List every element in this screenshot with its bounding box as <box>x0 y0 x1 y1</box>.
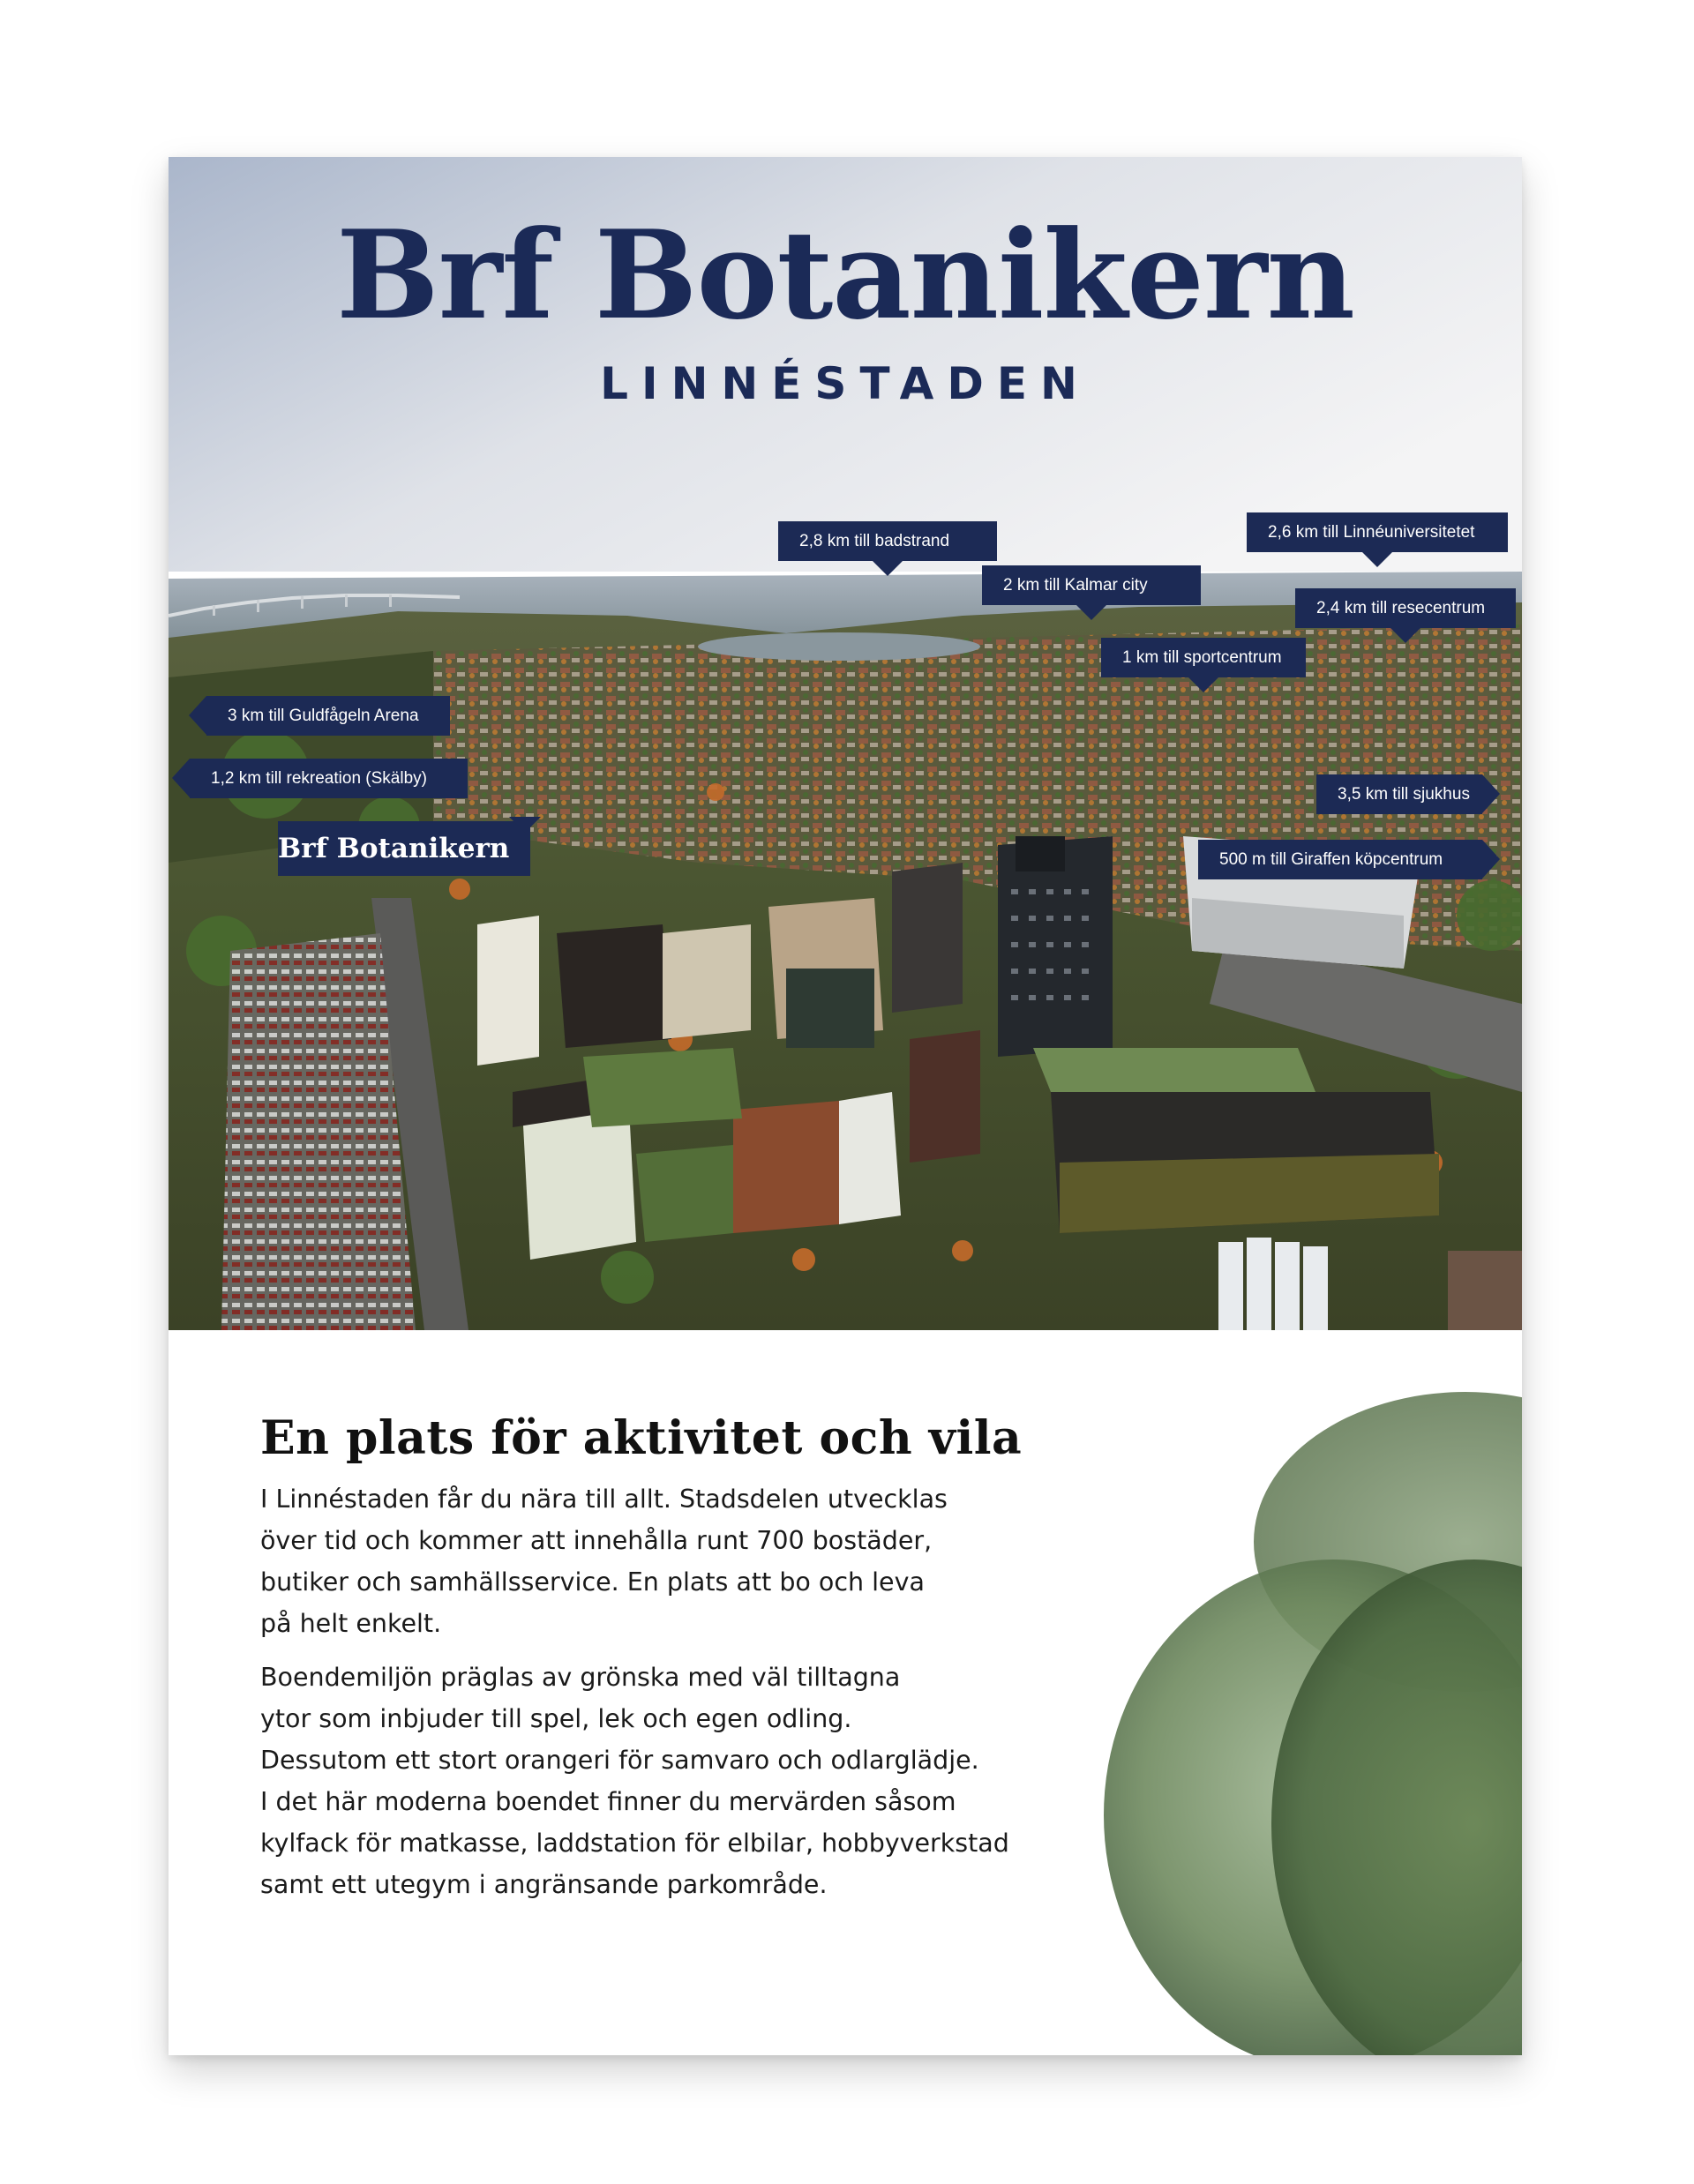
tag-rekreation-label: 1,2 km till rekreation (Skälby) <box>211 769 427 788</box>
pointer-icon <box>172 759 190 797</box>
tag-kalmar-city-label: 2 km till Kalmar city <box>1003 576 1148 595</box>
amenities-paragraph: Boendemiljön präglas av grönska med väl tilltagna ytor som inbjuder till spel, lek och egen odling. Dessutom ett stort orangeri för samvaro och odlarglädje. I det här moderna boendet finner du mervärden såsom kylfack för matkasse, laddstation för elbilar, hobbyverkstad samt ett utegym i angränsande parkområde. <box>260 1663 1009 1899</box>
tag-giraffen <box>1198 840 1482 879</box>
section-heading: En plats för aktivitet och vila <box>260 1411 1023 1465</box>
pointer-icon <box>509 817 541 864</box>
tag-sportcentrum-label: 1 km till sportcentrum <box>1122 648 1282 667</box>
map-brand-label <box>278 821 530 876</box>
pointer-icon <box>1482 774 1500 813</box>
brochure-title: Brf Botanikern <box>336 203 1354 347</box>
tag-guldfageln <box>206 696 450 736</box>
map-brand-label-text: Brf Botanikern <box>278 833 510 864</box>
pointer-icon <box>873 561 903 576</box>
brochure-subtitle: LINNÉSTADEN <box>600 358 1091 409</box>
green-watercolor-icon <box>1086 1392 1522 2055</box>
pointer-icon <box>1390 628 1420 643</box>
tag-badstrand <box>778 521 997 561</box>
intro-paragraph: I Linnéstaden får du nära till allt. Stadsdelen utvecklas över tid och kommer att innehålla runt 700 bostäder, butiker och samhällsservice. En plats att bo och leva på helt enkelt. <box>260 1485 948 1638</box>
pointer-icon <box>1482 840 1500 879</box>
tag-universitet <box>1247 512 1508 552</box>
tag-resecentrum-label: 2,4 km till resecentrum <box>1316 599 1486 617</box>
pointer-icon <box>1362 552 1392 567</box>
tag-sjukhus-label: 3,5 km till sjukhus <box>1338 785 1470 804</box>
tag-guldfageln-label: 3 km till Guldfågeln Arena <box>228 707 419 725</box>
tag-universitet-label: 2,6 km till Linnéuniversitetet <box>1268 523 1475 542</box>
tag-badstrand-label: 2,8 km till badstrand <box>799 532 950 550</box>
tag-sportcentrum <box>1101 638 1306 677</box>
pointer-icon <box>1076 605 1106 620</box>
pointer-icon <box>1188 677 1218 692</box>
aerial-hero <box>169 157 1522 1330</box>
tag-kalmar-city <box>982 565 1201 605</box>
tag-giraffen-label: 500 m till Giraffen köpcentrum <box>1219 850 1443 869</box>
brochure-page <box>169 157 1522 2055</box>
tag-resecentrum <box>1295 588 1516 628</box>
pointer-icon <box>189 696 206 735</box>
tag-sjukhus <box>1316 774 1482 814</box>
tag-rekreation <box>190 759 468 798</box>
